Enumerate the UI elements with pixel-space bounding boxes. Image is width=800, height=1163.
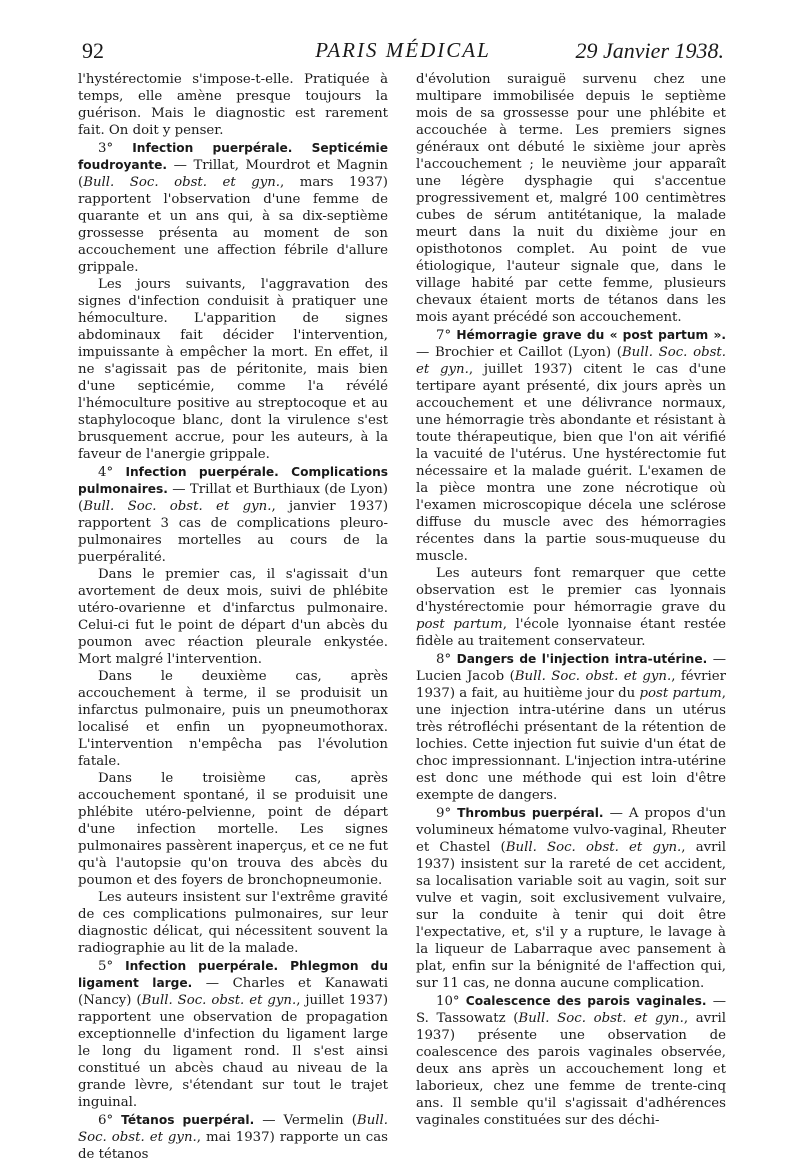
section-number: 7° xyxy=(436,328,457,343)
paragraph-text: , février 1937) a fait, au huitième jour du xyxy=(416,669,726,701)
paragraph: Dans le premier cas, il s'agissait d'un avortement de deux mois, suivi de phlébite utéro-ovarienne et d'infarctus pulmonaire. Celui-ci fut le point de départ d'un abcès du poumon avec réaction pleurale enkystée. Mort malgré l'intervention. xyxy=(78,567,388,667)
paragraph-text: , avril 1937) insistent sur la rareté de cet accident, sa localisation variable soit au vagin, soit sur vulve et vagin, soit exclusivement vulvaire, sur la conduite à tenir qui doit être l'expectative, et, s'il y a rupture, le lavage à la liqueur de Labarraque avec pansement à plat, enfin sur la bénignité de l'affection qui, sur 11 cas, ne donna aucune complication. xyxy=(416,840,726,991)
journal-reference: Bull. Soc. obst. et gyn. xyxy=(518,1011,684,1026)
paragraph-text: — A propos d'un volumineux hématome vulvo-vaginal, Rheuter et Chastel ( xyxy=(416,806,726,855)
paragraph: l'hystérectomie s'impose-t-elle. Pratiquée à temps, elle amène presque toujours la guérison. Mais le diagnostic est rarement fait. On doit y penser. xyxy=(78,72,388,138)
paragraph: Dans le troisième cas, après accouchement spontané, il se produisit une phlébite utéro-pelvienne, point de départ d'une infection mortelle. Les signes pulmonaires passèrent inaperçus, et ce ne fut qu'à l'autopsie qu'on trouva des abcès du poumon et des foyers de bronchopneumonie. xyxy=(78,771,388,888)
section-8 xyxy=(416,651,726,804)
issue-date: 29 Janvier 1938. xyxy=(575,38,724,63)
section-heading: Infection puerpérale. Phlegmon du ligament large. xyxy=(78,959,388,990)
right-column xyxy=(416,71,726,1129)
paragraph-text: , janvier 1937) rapportent 3 cas de complications pleuro-pulmonaires mortelles au cours de la puerpéralité. xyxy=(78,499,389,565)
paragraph xyxy=(416,565,726,650)
page-number: 92 xyxy=(82,38,104,63)
paragraph-text: , mars 1937) rapportent l'observation d'une femme de quarante et un ans qui, à sa dix-septième grossesse présenta au moment de son accouchement une affection fébrile d'allure grippale. xyxy=(78,175,388,275)
section-4 xyxy=(78,464,388,566)
section-7 xyxy=(416,327,726,565)
journal-title: PARIS MÉDICAL xyxy=(315,38,491,62)
section-number: 5° xyxy=(98,959,126,974)
section-heading: Thrombus puerpéral. xyxy=(457,806,604,820)
journal-reference: Bull. Soc. obst. et gyn. xyxy=(83,499,272,514)
section-3 xyxy=(78,140,388,276)
paragraph-text: , juillet 1937) rapportent une observation de propagation exceptionnelle d'infection du ligament large le long du ligament rond. Il s'est ainsi constitué un abcès chaud au niveau de la grande lèvre, s'étendant sur tout le trajet inguinal. xyxy=(78,993,389,1110)
section-number: 9° xyxy=(436,806,458,821)
paragraph: Dans le deuxième cas, après accouchement à terme, il se produisit un infarctus pulmonaire, puis un pneumothorax localisé et enfin un pyopneumothorax. L'intervention n'empêcha pas l'évolution fatale. xyxy=(78,669,388,769)
section-number: 6° xyxy=(98,1113,122,1128)
paragraph-text: , mai 1937) rapporte un cas de tétanos xyxy=(78,1130,388,1162)
italic-term: post partum xyxy=(416,617,503,632)
paragraph-text: — Charles et Kanawati (Nancy) ( xyxy=(78,976,388,1008)
section-number: 3° xyxy=(98,141,133,156)
paragraph-text: — S. Tassowatz ( xyxy=(416,994,727,1026)
paragraph: Les jours suivants, l'aggravation des signes d'infection conduisit à pratiquer une hémoculture. L'apparition de signes abdominaux fait décider l'intervention, impuissante à empêcher la mort. En effet, il ne s'agissait pas de péritonite, mais bien d'une septicémie, comme l'a révélé l'hémoculture positive au streptocoque et au staphylocoque blanc, dont la virulence s'est brusquement accrue, pour les auteurs, à la faveur de l'anergie grippale. xyxy=(78,277,388,462)
section-heading: Infection puerpérale. Complications pulmonaires. xyxy=(78,465,388,496)
paragraph-text: , une injection intra-utérine dans un utérus très rétrofléchi présentant de la rétention de lochies. Cette injection fut suivie d'un état de choc impressionnant. L'injection intra-utérine est donc une méthode qui est loin d'être exempte de dangers. xyxy=(416,686,726,803)
section-heading: Infection puerpérale. Septicémie foudroyante. xyxy=(78,141,388,172)
paragraph-text: — Lucien Jacob ( xyxy=(416,652,727,684)
italic-term: post partum xyxy=(639,686,722,701)
journal-reference: Bull. Soc. obst. et gyn. xyxy=(141,993,297,1008)
paragraph-text: — Trillat et Burthiaux (de Lyon) ( xyxy=(78,482,388,514)
journal-reference: Bull. Soc. obst. et gyn. xyxy=(83,175,281,190)
paragraph-text: , l'école lyonnaise étant restée fidèle au traitement conservateur. xyxy=(416,617,726,649)
paragraph-text: , avril 1937) présente une observation de coalescence des parois vaginales observée, deux ans après un accouchement long et laborieux, chez une femme de trente-cinq ans. Il semble qu'il s'agissait d'adhérences vaginales constituées sur des déchi- xyxy=(416,1011,726,1128)
journal-reference: Bull. Soc. obst. et gyn. xyxy=(514,669,672,684)
paragraph-text: — Vermelin ( xyxy=(254,1113,357,1128)
paragraph-text: — Brochier et Caillot (Lyon) ( xyxy=(416,345,622,360)
journal-reference: Bull. Soc. obst. et gyn. xyxy=(416,345,726,377)
section-10 xyxy=(416,993,726,1129)
page-header xyxy=(82,38,724,68)
section-number: 8° xyxy=(436,652,457,667)
section-9 xyxy=(416,805,726,992)
section-6 xyxy=(78,1112,388,1163)
section-number: 10° xyxy=(436,994,466,1009)
journal-reference: Bull. Soc. obst. et gyn. xyxy=(78,1113,388,1145)
left-column xyxy=(78,71,388,1163)
paragraph: d'évolution suraiguë survenu chez une multipare immobilisée depuis le septième mois de sa grossesse pour une phlébite et accouchée à terme. Les premiers signes généraux ont débuté le sixième jour après l'accouchement ; le neuvième jour apparaît une légère dysphagie qui s'accentue progressivement et, malgré 100 centimètres cubes de sérum antitétanique, la malade meurt dans la nuit du dixième jour en opisthotonos complet. Au point de vue étiologique, l'auteur signale que, dans le village habité par cette femme, plusieurs chevaux étaient morts de tétanos dans les mois ayant précédé son accouchement. xyxy=(416,72,726,325)
section-heading: Dangers de l'injection intra-utérine. xyxy=(456,652,708,666)
section-5 xyxy=(78,958,388,1111)
section-number: 4° xyxy=(98,465,126,480)
paragraph: Les auteurs insistent sur l'extrême gravité de ces complications pulmonaires, sur leur diagnostic délicat, qui nécessitent souvent la radiographie au lit de la malade. xyxy=(78,890,388,956)
section-heading: Tétanos puerpéral. xyxy=(121,1113,255,1127)
section-heading: Hémorragie grave du « post partum ». xyxy=(456,328,726,342)
journal-reference: Bull. Soc. obst. et gyn. xyxy=(505,840,682,855)
paragraph-text: — Trillat, Mourdrot et Magnin ( xyxy=(78,158,388,190)
section-heading: Coalescence des parois vaginales. xyxy=(465,994,707,1008)
paragraph-text: Les auteurs font remarquer que cette observation est le premier cas lyonnais d'hystérectomie pour hémorragie grave du xyxy=(416,566,726,615)
paragraph-text: , juillet 1937) citent le cas d'une tertipare ayant présenté, dix jours après un accouchement et une délivrance normaux, une hémorragie très abondante et résistant à toute thérapeutique, bien que l'on ait vérifié la vacuité de l'utérus. Une hystérectomie fut nécessaire et la malade guérit. L'examen de la pièce montra une zone nécrotique où l'examen microscopique décela une sclérose diffuse du muscle avec des hémorragies récentes dans la partie sous-muqueuse du muscle. xyxy=(416,362,726,564)
